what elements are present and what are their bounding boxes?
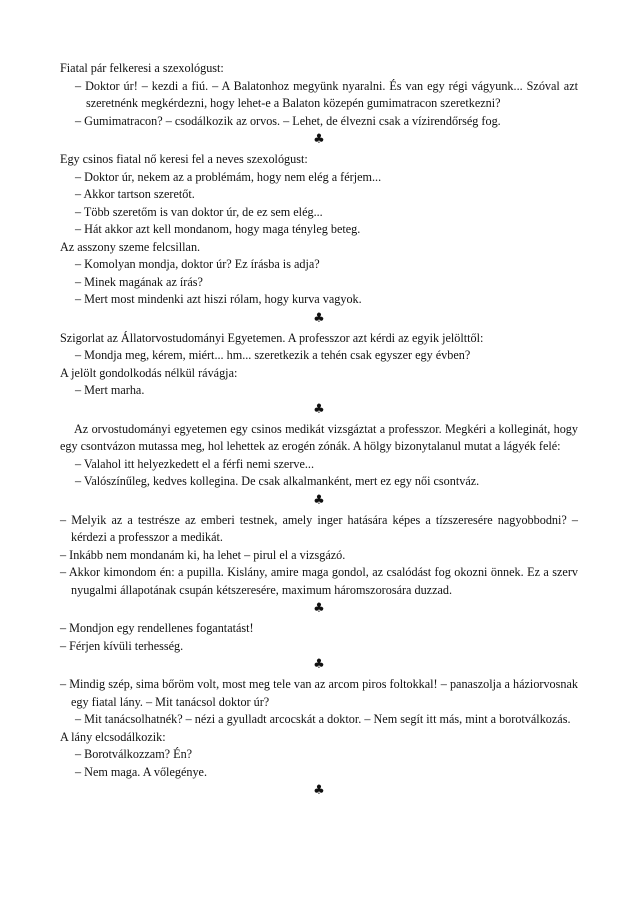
- joke-line: Egy csinos fiatal nő keresi fel a neves szexológust:: [60, 152, 308, 166]
- club-separator-icon: ♣: [313, 783, 325, 798]
- joke-line: – Minek magának az írás?: [75, 274, 203, 289]
- joke-line: – Mondjon egy rendellenes fogantatást!: [60, 621, 254, 635]
- joke-line: – Hát akkor azt kell mondanom, hogy maga tényleg beteg.: [75, 222, 361, 236]
- club-separator-icon: ♣: [313, 492, 325, 508]
- joke-line: – Több szeretőm is van doktor úr, de ez sem elég...: [75, 204, 323, 219]
- joke-1: [60, 60, 578, 130]
- joke-line: – Nem maga. A vőlegénye.: [75, 764, 207, 779]
- joke-line: – Mert marha.: [75, 383, 145, 397]
- joke-line: – Mondja meg, kérem, miért... hm... szeretkezik a tehén csak egyszer egy évben?: [75, 348, 471, 362]
- joke-2: [60, 151, 578, 309]
- joke-line: – Gumimatracon? – csodálkozik az orvos. – Lehet, de élvezni csak a vízirendőrség fog.: [75, 113, 501, 128]
- joke-5: [60, 512, 578, 600]
- joke-line: – Valószínűleg, kedves kollegina. De csak alkalmanként, mert ez egy női csontváz.: [75, 474, 480, 488]
- joke-line: – Doktor úr, nekem az a problémám, hogy nem elég a férjem...: [75, 169, 382, 184]
- joke-line: – Komolyan mondja, doktor úr? Ez írásba is adja?: [75, 257, 320, 271]
- joke-line: – Férjen kívüli terhesség.: [60, 638, 184, 653]
- joke-3: [60, 330, 578, 400]
- joke-line: – Mit tanácsolhatnék? – nézi a gyulladt arcocskát a doktor. – Nem segít itt más, mint a borotválkozás.: [75, 712, 571, 726]
- joke-line: Fiatal pár felkeresi a szexológust:: [60, 61, 224, 75]
- joke-line: A jelölt gondolkodás nélkül rávágja:: [60, 365, 238, 380]
- joke-line: – Mindig szép, sima bőröm volt, most meg tele van az arcom piros foltokkal! – panaszolja a háziorvosnak egy fiatal lány. – Mit tanácsol doktor úr?: [60, 677, 578, 709]
- club-separator-icon: ♣: [313, 310, 325, 326]
- joke-6: [60, 620, 578, 655]
- joke-line: Az asszony szeme felcsillan.: [60, 239, 201, 254]
- joke-line: – Mert most mindenki azt hiszi rólam, hogy kurva vagyok.: [75, 292, 362, 306]
- joke-line: – Inkább nem mondanám ki, ha lehet – pirul el a vizsgázó.: [60, 547, 346, 562]
- club-separator-icon: ♣: [313, 132, 325, 147]
- joke-7: [60, 676, 578, 781]
- club-separator-icon: ♣: [313, 601, 325, 616]
- joke-line: – Akkor tartson szeretőt.: [75, 187, 195, 201]
- joke-line: A lány elcsodálkozik:: [60, 729, 166, 744]
- joke-line: – Doktor úr! – kezdi a fiú. – A Balatonhoz megyünk nyaralni. És van egy régi vágyunk... Szóval azt szeretnénk megkérdezni, hogy lehet-e a Balaton közepén gumimatracon szeretkezni?: [75, 78, 578, 110]
- joke-line: Az orvostudományi egyetemen egy csinos medikát vizsgáztat a professzor. Megkéri a kolleginát, hogy egy csontvázon mutassa meg, hol lehettek az erogén zónák. A hölgy bizonytalanul mutat a lágyék felé:: [60, 421, 578, 453]
- club-separator-icon: ♣: [313, 401, 325, 417]
- joke-line: – Melyik az a testrésze az emberi testnek, amely inger hatására képes a tízszeresére nagyobbodni? – kérdezi a professzor a medikát.: [60, 512, 578, 544]
- joke-line: – Akkor kimondom én: a pupilla. Kislány, amire maga gondol, az csalódást fog okozni önnek. Ez a szerv nyugalmi állapotának csupán kétszeresére, maximum háromszorosára duzzad.: [60, 565, 578, 597]
- joke-line: – Valahol itt helyezkedett el a férfi nemi szerve...: [75, 456, 315, 471]
- club-separator-icon: ♣: [313, 657, 325, 672]
- joke-line: Szigorlat az Állatorvostudományi Egyetemen. A professzor azt kérdi az egyik jelölttől:: [60, 330, 484, 345]
- joke-4: [60, 421, 578, 491]
- joke-line: – Borotválkozzam? Én?: [75, 747, 193, 761]
